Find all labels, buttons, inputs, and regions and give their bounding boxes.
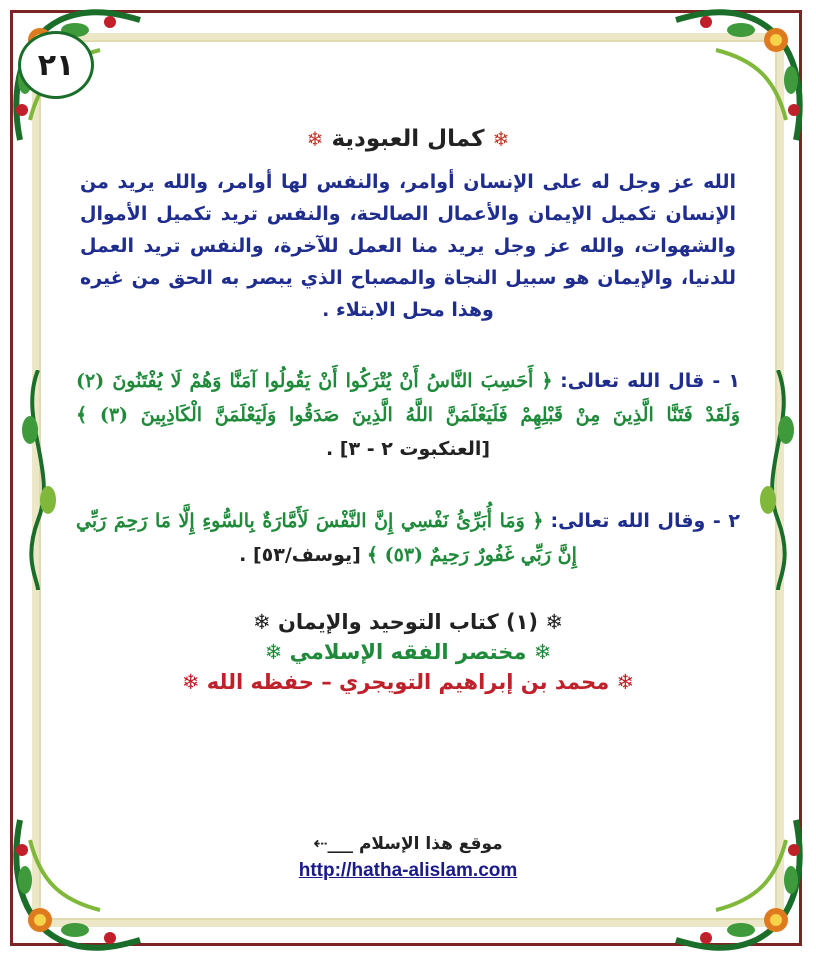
- snowflake-icon: ❄: [306, 127, 324, 151]
- page-number-badge: [18, 31, 94, 99]
- verse-label: ١ - قال الله تعالى:: [560, 370, 740, 392]
- source-title: مختصر الفقه الإسلامي: [289, 640, 527, 664]
- snowflake-icon: ❄: [253, 610, 271, 634]
- site-name: موقع هذا الإسلام ___⇠: [313, 834, 503, 854]
- floral-corner-ornament: [666, 810, 816, 960]
- site-url-link[interactable]: http://hatha-alislam.com: [298, 860, 518, 881]
- source-references: [100, 610, 716, 694]
- snowflake-icon: ❄: [264, 640, 283, 664]
- source-book-line: [100, 610, 716, 634]
- snowflake-icon: ❄: [492, 127, 510, 151]
- verse-label: ٢ - وقال الله تعالى:: [550, 510, 740, 532]
- snowflake-icon: ❄: [545, 610, 563, 634]
- site-footer: [0, 834, 816, 882]
- arrow-icon: ___⇠: [313, 834, 354, 854]
- floral-corner-ornament: [0, 810, 150, 960]
- verse-reference: [العنكبوت ٢ - ٣] .: [325, 438, 491, 460]
- side-vine-ornament: [748, 370, 808, 590]
- source-title-line: [100, 640, 716, 664]
- verse-block-1: [76, 364, 740, 466]
- verse-block-2: [76, 504, 740, 572]
- quran-verse-text: ﴿ وَمَا أُبَرِّئُ نَفْسِي إِنَّ النَّفْسَ لَأَمَّارَةٌ بِالسُّوءِ إِلَّا مَا رَحِمَ رَبِّي إِنَّ رَبِّي غَفُورٌ رَحِيمٌ (٥٣) ﴾: [76, 510, 577, 566]
- source-book: (١) كتاب التوحيد والإيمان: [277, 610, 539, 634]
- snowflake-icon: ❄: [533, 640, 552, 664]
- page-number: ٢١: [37, 47, 75, 83]
- quran-verse-text: ﴿ أَحَسِبَ النَّاسُ أَنْ يُتْرَكُوا أَنْ يَقُولُوا آمَنَّا وَهُمْ لَا يُفْتَنُونَ (٢) وَلَقَدْ فَتَنَّا الَّذِينَ مِنْ قَبْلِهِمْ فَلَيَعْلَمَنَّ اللَّهُ الَّذِينَ صَدَقُوا وَلَيَعْلَمَنَّ الْكَاذِبِينَ (٣) ﴾: [76, 370, 740, 426]
- snowflake-icon: ❄: [616, 670, 635, 694]
- verse-reference: [يوسف/٥٣] .: [239, 544, 361, 566]
- source-author: محمد بن إبراهيم التويجري – حفظه الله: [206, 670, 610, 694]
- side-vine-ornament: [8, 370, 68, 590]
- page-content: [76, 120, 740, 700]
- title-text: كمال العبودية: [331, 126, 485, 152]
- source-author-line: [100, 670, 716, 694]
- snowflake-icon: ❄: [181, 670, 200, 694]
- intro-paragraph: الله عز وجل له على الإنسان أوامر، والنفس لها أوامر، والله يريد من الإنسان تكميل الإيمان والأعمال الصالحة، والنفس تريد تكميل الأموال والشهوات، والله عز وجل يريد منا العمل للآخرة، والنفس تريد العمل للدنيا، والإيمان هو سبيل النجاة والمصباح الذي يبصر به الحق من غيره وهذا محل الابتلاء .: [80, 171, 736, 321]
- section-title: [100, 126, 716, 152]
